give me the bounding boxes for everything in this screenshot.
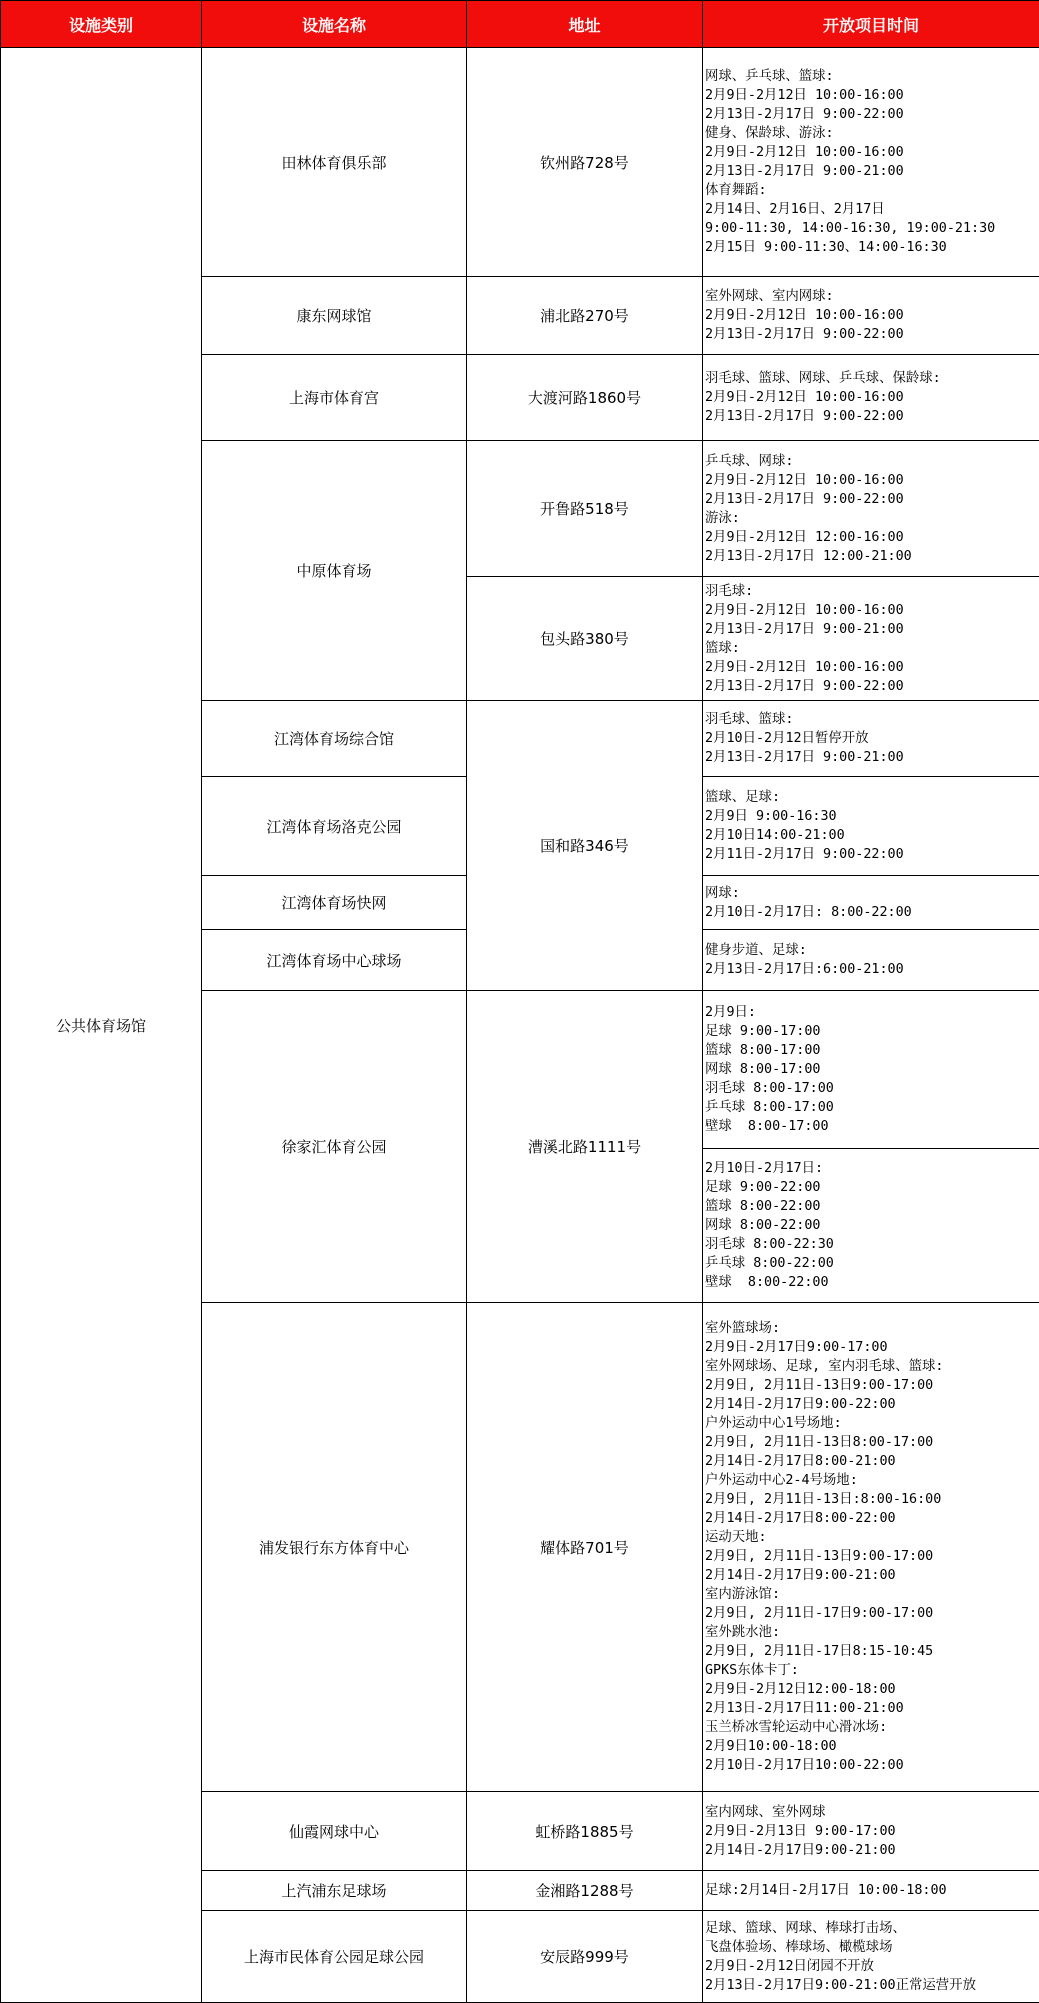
hours-line: 乒乓球、网球: [705,452,1039,471]
hours-line: 2月9日-2月17日9:00-17:00 [705,1338,1039,1357]
hours-line: 健身、保龄球、游泳: [705,124,1039,143]
hours-line: 篮球 8:00-22:00 [705,1197,1039,1216]
hours-line: 2月9日-2月12日 10:00-16:00 [705,143,1039,162]
hours-line: 2月9日-2月12日 10:00-16:00 [705,388,1039,407]
hours-line: 2月9日, 2月11日-17日8:15-10:45 [705,1642,1039,1661]
hours-line: 网球 8:00-17:00 [705,1060,1039,1079]
hours-line: 网球 8:00-22:00 [705,1216,1039,1235]
hours-line: 2月13日-2月17日 9:00-22:00 [705,105,1039,124]
facility-address: 漕溪北路1111号 [467,991,703,1303]
facility-address: 金湘路1288号 [467,1871,703,1911]
open-hours [703,876,1039,930]
facility-address: 安辰路999号 [467,1911,703,2003]
facility-name: 中原体育场 [202,441,467,701]
hours-line: 2月9日-2月13日 9:00-17:00 [705,1822,1039,1841]
hours-line: 壁球 8:00-22:00 [705,1273,1039,1292]
hours-line: 篮球 8:00-17:00 [705,1041,1039,1060]
hours-line: 2月15日 9:00-11:30、14:00-16:30 [705,238,1039,257]
header-name: 设施名称 [202,1,467,48]
facility-name: 上汽浦东足球场 [202,1871,467,1911]
hours-line: 足球 9:00-22:00 [705,1178,1039,1197]
facility-name: 江湾体育场中心球场 [202,930,467,991]
facility-name: 田林体育俱乐部 [202,48,467,277]
hours-line: 体育舞蹈: [705,181,1039,200]
open-hours [703,701,1039,777]
header-row [1,1,1039,48]
facility-address: 耀体路701号 [467,1303,703,1792]
hours-line: 乒乓球 8:00-17:00 [705,1098,1039,1117]
hours-line: 户外运动中心2-4号场地: [705,1471,1039,1490]
table-row [1,48,1039,277]
hours-line: 足球 9:00-17:00 [705,1022,1039,1041]
header-address: 地址 [467,1,703,48]
hours-line: 2月14日-2月17日8:00-21:00 [705,1452,1039,1471]
hours-line: 足球:2月14日-2月17日 10:00-18:00 [705,1881,1039,1900]
open-hours [703,441,1039,577]
hours-line: 飞盘体验场、棒球场、橄榄球场 [705,1938,1039,1957]
open-hours [703,1792,1039,1871]
hours-line: 2月9日-2月12日 10:00-16:00 [705,471,1039,490]
hours-line: 2月14日-2月17日9:00-22:00 [705,1395,1039,1414]
hours-line: 羽毛球、篮球、网球、乒乓球、保龄球: [705,369,1039,388]
open-hours [703,777,1039,876]
hours-line: 足球、篮球、网球、棒球打击场、 [705,1919,1039,1938]
facility-address: 大渡河路1860号 [467,355,703,441]
facility-name: 上海市民体育公园足球公园 [202,1911,467,2003]
open-hours [703,355,1039,441]
hours-line: 2月13日-2月17日 9:00-21:00 [705,620,1039,639]
open-hours [703,48,1039,277]
hours-line: 2月9日-2月12日 10:00-16:00 [705,601,1039,620]
hours-line: 2月10日-2月17日: [705,1159,1039,1178]
hours-line: 羽毛球、篮球: [705,710,1039,729]
hours-line: 运动天地: [705,1528,1039,1547]
hours-line: 壁球 8:00-17:00 [705,1117,1039,1136]
hours-line: 篮球、足球: [705,788,1039,807]
hours-line: 2月10日-2月17日10:00-22:00 [705,1756,1039,1775]
hours-line: 室外跳水池: [705,1623,1039,1642]
hours-line: 2月9日-2月12日12:00-18:00 [705,1680,1039,1699]
facility-name: 江湾体育场综合馆 [202,701,467,777]
hours-line: 2月9日, 2月11日-13日9:00-17:00 [705,1376,1039,1395]
hours-line: 室内游泳馆: [705,1585,1039,1604]
hours-line: 2月13日-2月17日 12:00-21:00 [705,547,1039,566]
hours-line: 2月9日-2月12日 10:00-16:00 [705,86,1039,105]
facility-name: 仙霞网球中心 [202,1792,467,1871]
open-hours [703,1871,1039,1911]
hours-line: 2月14日、2月16日、2月17日 [705,200,1039,219]
hours-line: 2月9日-2月12日 10:00-16:00 [705,658,1039,677]
open-hours [703,991,1039,1149]
hours-line: 2月13日-2月17日 9:00-22:00 [705,407,1039,426]
facility-address: 钦州路728号 [467,48,703,277]
hours-line: 2月9日, 2月11日-13日8:00-17:00 [705,1433,1039,1452]
facility-name: 上海市体育宫 [202,355,467,441]
hours-line: 网球: [705,884,1039,903]
hours-line: 2月9日, 2月11日-13日:8:00-16:00 [705,1490,1039,1509]
open-hours [703,277,1039,355]
hours-line: 2月13日-2月17日 9:00-21:00 [705,162,1039,181]
hours-line: 2月11日-2月17日 9:00-22:00 [705,845,1039,864]
open-hours [703,1149,1039,1303]
hours-line: GPKS东体卡丁: [705,1661,1039,1680]
hours-line: 健身步道、足球: [705,941,1039,960]
hours-line: 2月10日-2月17日: 8:00-22:00 [705,903,1039,922]
hours-line: 篮球: [705,639,1039,658]
hours-line: 2月14日-2月17日9:00-21:00 [705,1566,1039,1585]
hours-line: 2月13日-2月17日:6:00-21:00 [705,960,1039,979]
hours-line: 2月13日-2月17日11:00-21:00 [705,1699,1039,1718]
facility-address: 国和路346号 [467,701,703,991]
hours-line: 室内网球、室外网球 [705,1803,1039,1822]
facility-address: 虹桥路1885号 [467,1792,703,1871]
category-cell: 公共体育场馆 [1,48,202,2003]
facility-name: 江湾体育场快网 [202,876,467,930]
facility-name: 江湾体育场洛克公园 [202,777,467,876]
hours-line: 室外篮球场: [705,1319,1039,1338]
open-hours [703,1303,1039,1792]
facility-address: 浦北路270号 [467,277,703,355]
hours-line: 室外网球、室内网球: [705,287,1039,306]
hours-line: 羽毛球: [705,582,1039,601]
hours-line: 室外网球场、足球, 室内羽毛球、篮球: [705,1357,1039,1376]
facility-name: 徐家汇体育公园 [202,991,467,1303]
hours-line: 羽毛球 8:00-17:00 [705,1079,1039,1098]
hours-line: 羽毛球 8:00-22:30 [705,1235,1039,1254]
open-hours [703,930,1039,991]
facility-name: 浦发银行东方体育中心 [202,1303,467,1792]
header-hours: 开放项目时间 [703,1,1039,48]
header-category: 设施类别 [1,1,202,48]
hours-line: 2月9日: [705,1003,1039,1022]
hours-line: 玉兰桥冰雪轮运动中心滑冰场: [705,1718,1039,1737]
hours-line: 2月10日14:00-21:00 [705,826,1039,845]
hours-line: 户外运动中心1号场地: [705,1414,1039,1433]
hours-line: 2月9日-2月12日 12:00-16:00 [705,528,1039,547]
facility-address: 包头路380号 [467,577,703,701]
hours-line: 2月13日-2月17日 9:00-21:00 [705,748,1039,767]
hours-line: 2月9日, 2月11日-13日9:00-17:00 [705,1547,1039,1566]
hours-line: 2月9日, 2月11日-17日9:00-17:00 [705,1604,1039,1623]
hours-line: 2月9日 9:00-16:30 [705,807,1039,826]
hours-line: 2月13日-2月17日 9:00-22:00 [705,490,1039,509]
hours-line: 2月9日-2月12日 10:00-16:00 [705,306,1039,325]
hours-line: 2月9日-2月12日闭园不开放 [705,1957,1039,1976]
hours-line: 2月9日10:00-18:00 [705,1737,1039,1756]
hours-line: 2月13日-2月17日 9:00-22:00 [705,325,1039,344]
hours-line: 网球、乒乓球、篮球: [705,67,1039,86]
hours-line: 2月13日-2月17日9:00-21:00正常运营开放 [705,1976,1039,1995]
hours-line: 乒乓球 8:00-22:00 [705,1254,1039,1273]
hours-line: 2月14日-2月17日8:00-22:00 [705,1509,1039,1528]
hours-line: 2月14日-2月17日9:00-21:00 [705,1841,1039,1860]
facility-address: 开鲁路518号 [467,441,703,577]
open-hours [703,1911,1039,2003]
open-hours [703,577,1039,701]
hours-line: 9:00-11:30, 14:00-16:30, 19:00-21:30 [705,219,1039,238]
hours-line: 2月10日-2月12日暂停开放 [705,729,1039,748]
hours-line: 游泳: [705,509,1039,528]
hours-line: 2月13日-2月17日 9:00-22:00 [705,677,1039,696]
facility-name: 康东网球馆 [202,277,467,355]
